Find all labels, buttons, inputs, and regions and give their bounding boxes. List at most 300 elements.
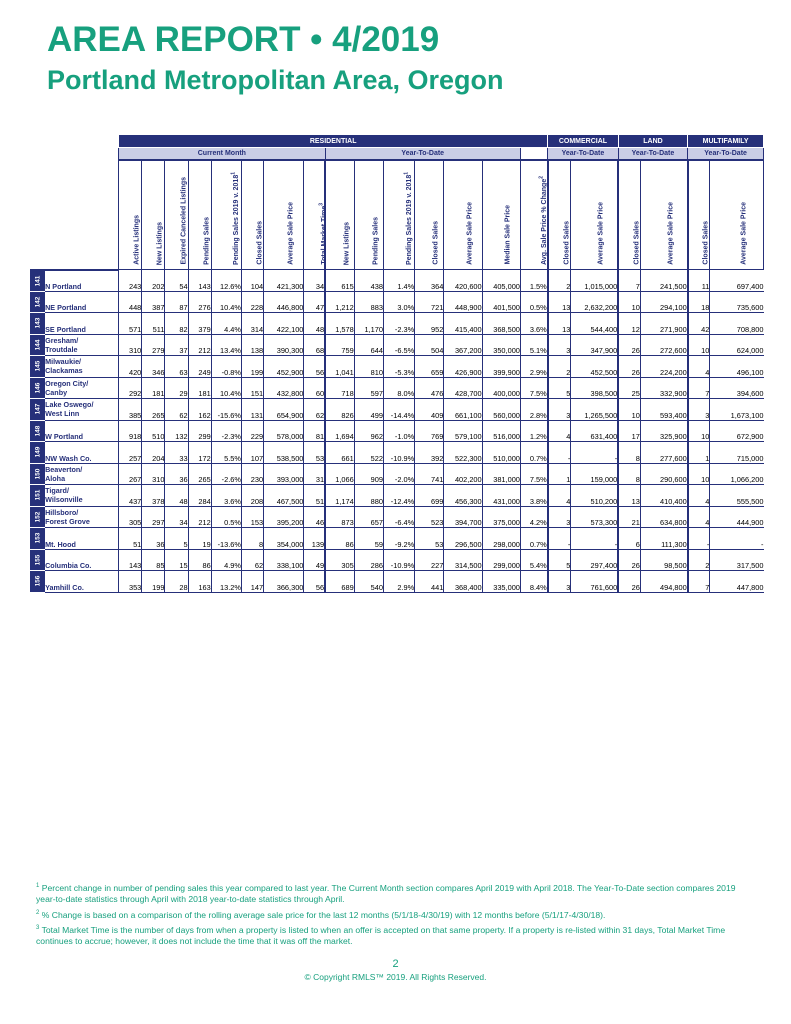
area-report-table (30, 134, 764, 593)
column-header-label (505, 205, 512, 265)
table-cell: 347,900 (571, 334, 618, 356)
table-cell: 1,041 (325, 356, 354, 378)
table-cell: 284 (188, 485, 211, 507)
column-label-text: New Listings (343, 221, 351, 265)
table-row (30, 528, 764, 550)
table-cell: 657 (354, 506, 383, 528)
table-row (30, 442, 764, 464)
table-cell: 579,100 (444, 420, 482, 442)
table-cell: - (571, 442, 618, 464)
table-cell: -10.9% (383, 549, 414, 571)
area-name (45, 571, 119, 593)
column-header (188, 160, 211, 270)
area-code-text: 150 (34, 468, 42, 480)
table-cell: 353 (119, 571, 142, 593)
table-cell: 3 (548, 571, 571, 593)
table-cell: 381,000 (482, 463, 520, 485)
table-cell: 5.1% (520, 334, 547, 356)
footnote-2 (36, 908, 748, 921)
table-cell: 880 (354, 485, 383, 507)
table-row (30, 334, 764, 356)
table-cell: -14.4% (383, 399, 414, 421)
column-header-label (538, 176, 547, 265)
table-cell: 410,400 (640, 485, 687, 507)
table-cell: 46 (304, 506, 325, 528)
table-cell: 138 (241, 334, 263, 356)
table-cell: 8.4% (520, 571, 547, 593)
table-cell: 415,400 (444, 313, 482, 335)
table-cell: 409 (415, 399, 444, 421)
area-name-line: Beaverton/ (45, 464, 83, 474)
table-cell: 290,600 (640, 463, 687, 485)
table-row (30, 485, 764, 507)
table-cell: 368,500 (482, 313, 520, 335)
table-cell: -0.8% (211, 356, 241, 378)
column-header-label (372, 217, 379, 265)
table-cell: 2 (688, 549, 710, 571)
table-cell: 516,000 (482, 420, 520, 442)
column-label-text: Pending Sales (372, 217, 380, 265)
table-cell: 26 (618, 334, 640, 356)
table-cell: 63 (165, 356, 188, 378)
table-cell: 36 (142, 528, 165, 550)
table-cell: 368,400 (444, 571, 482, 593)
table-cell: 305 (325, 549, 354, 571)
table-cell: 672,900 (710, 420, 764, 442)
table-cell: 10 (688, 463, 710, 485)
table-cell: 1 (688, 442, 710, 464)
table-cell: 81 (304, 420, 325, 442)
table-cell: 132 (165, 420, 188, 442)
area-name (45, 313, 119, 335)
table-cell: 199 (241, 356, 263, 378)
table-cell: 98,500 (640, 549, 687, 571)
table-cell: 286 (354, 549, 383, 571)
table-cell: 104 (241, 270, 263, 292)
table-cell: 661,100 (444, 399, 482, 421)
table-cell: 446,800 (264, 291, 304, 313)
table-cell: 5 (548, 377, 571, 399)
table-cell: 338,100 (264, 549, 304, 571)
table-cell: 3.0% (383, 291, 414, 313)
table-cell: 10 (688, 420, 710, 442)
table-cell: 224,200 (640, 356, 687, 378)
table-cell: 33 (165, 442, 188, 464)
table-cell: 452,500 (571, 356, 618, 378)
column-label-text: Average Sale Price (466, 202, 474, 265)
table-cell: 6 (618, 528, 640, 550)
column-label-text: Average Sale Price (667, 202, 675, 265)
current-month-header: Current Month (119, 148, 325, 161)
table-cell: 499 (354, 399, 383, 421)
table-cell: 139 (304, 528, 325, 550)
table-cell: 325,900 (640, 420, 687, 442)
column-header-label (404, 172, 413, 265)
table-cell: 504 (415, 334, 444, 356)
table-cell: 49 (304, 549, 325, 571)
table-cell: -2.3% (211, 420, 241, 442)
table-cell: 873 (325, 506, 354, 528)
table-cell: 47 (304, 291, 325, 313)
area-name-line: Canby (45, 387, 68, 397)
table-cell: 438 (354, 270, 383, 292)
table-cell: 4 (548, 485, 571, 507)
table-cell: 310 (119, 334, 142, 356)
table-cell: 13 (548, 291, 571, 313)
table-cell: 86 (188, 549, 211, 571)
column-header (119, 160, 142, 270)
area-name (45, 463, 119, 485)
table-cell: 314 (241, 313, 263, 335)
area-name-line: NW Wash Co. (45, 453, 92, 463)
column-header-label (667, 202, 674, 265)
table-cell: 1,170 (354, 313, 383, 335)
table-cell: 159,000 (571, 463, 618, 485)
table-cell: 522,300 (444, 442, 482, 464)
table-cell: 25 (618, 377, 640, 399)
table-cell: 555,500 (710, 485, 764, 507)
column-label-text: New Listings (156, 221, 164, 265)
table-cell: 68 (304, 334, 325, 356)
table-cell: -15.6% (211, 399, 241, 421)
table-cell: 29 (165, 377, 188, 399)
column-label-text: Pending Sales (203, 217, 211, 265)
footnote-1-text: Percent change in number of pending sales this year compared to last year. The Current Month section compares April 2019 with April 2018. The Year-To-Date section compares 2019 year-to-date statistics through April with 2018 year-to-date statistics through April. (36, 882, 736, 904)
table-cell: 249 (188, 356, 211, 378)
table-cell: 810 (354, 356, 383, 378)
table-cell: 8 (618, 442, 640, 464)
table-cell: 378 (142, 485, 165, 507)
table-cell: 15 (165, 549, 188, 571)
table-cell: 31 (304, 463, 325, 485)
table-cell: 87 (165, 291, 188, 313)
area-code-text: 148 (34, 425, 42, 437)
area-name-line: Columbia Co. (45, 561, 92, 570)
table-cell: 699 (415, 485, 444, 507)
column-header (571, 160, 618, 270)
land-ytd-header: Year-To-Date (618, 148, 688, 161)
table-cell: 420,600 (444, 270, 482, 292)
area-name (45, 506, 119, 528)
table-cell: -2.3% (383, 313, 414, 335)
area-name-line: Troutdale (45, 344, 78, 354)
area-code (30, 485, 45, 507)
page-subtitle: Portland Metropolitan Area, Oregon (47, 65, 504, 95)
table-cell: 19 (188, 528, 211, 550)
column-label-text: Average Sale Price (597, 202, 605, 265)
table-cell: 11 (688, 270, 710, 292)
table-cell: -2.0% (383, 463, 414, 485)
table-cell: - (688, 528, 710, 550)
table-cell: 5.5% (211, 442, 241, 464)
table-cell: 317,500 (710, 549, 764, 571)
table-row (30, 313, 764, 335)
area-code (30, 291, 45, 313)
table-cell: 962 (354, 420, 383, 442)
area-code (30, 463, 45, 485)
table-cell: 131 (241, 399, 263, 421)
table-cell: 522 (354, 442, 383, 464)
area-name-line: Hillsboro/ (45, 507, 79, 517)
table-cell: 394,700 (444, 506, 482, 528)
table-cell: 1,265,500 (571, 399, 618, 421)
table-cell: 385 (119, 399, 142, 421)
table-cell: 277,600 (640, 442, 687, 464)
table-cell: 56 (304, 571, 325, 593)
table-cell: 654,900 (264, 399, 304, 421)
table-cell: 428,700 (444, 377, 482, 399)
table-cell: 379 (188, 313, 211, 335)
table-cell: 448 (119, 291, 142, 313)
column-header-label (598, 202, 605, 265)
table-cell: 452,900 (264, 356, 304, 378)
table-cell: 437 (119, 485, 142, 507)
table-cell: 375,000 (482, 506, 520, 528)
table-cell: 0.7% (520, 442, 547, 464)
table-cell: 107 (241, 442, 263, 464)
area-name-line: Lake Oswego/ (45, 400, 94, 410)
column-header (354, 160, 383, 270)
table-cell: 420 (119, 356, 142, 378)
table-cell: 7 (618, 270, 640, 292)
table-row (30, 270, 764, 292)
table-cell: 212 (188, 506, 211, 528)
table-cell: 36 (165, 463, 188, 485)
table-cell: 634,800 (640, 506, 687, 528)
column-header-label (740, 202, 747, 265)
table-cell: 230 (241, 463, 263, 485)
table-cell: 597 (354, 377, 383, 399)
table-row (30, 420, 764, 442)
footnote-3-mark: 3 (36, 925, 40, 931)
column-footnote-mark: 3 (318, 203, 325, 207)
table-cell: 8.0% (383, 377, 414, 399)
column-label-text: Closed Sales (563, 221, 571, 265)
table-cell: 199 (142, 571, 165, 593)
area-name-line: Wilsonville (45, 495, 83, 505)
table-cell: 181 (188, 377, 211, 399)
table-cell: 1,673,100 (710, 399, 764, 421)
column-label-text: Average Sale Price (287, 202, 295, 265)
footnote-3-text: Total Market Time is the number of days from when a property is listed to when an offer is accepted on that same property. If a property is re-listed within 31 days, Total Market Time continues to accrue; however, it does not include the time that it was off the market. (36, 924, 726, 946)
area-name-line: W Portland (45, 432, 84, 441)
column-header-label (157, 222, 164, 265)
footnote-2-text: % Change is based on a comparison of the rolling average sale price for the last 12 months (5/1/18-4/30/19) with 12 months before (5/1/17-4/30/18). (41, 909, 606, 920)
area-code (30, 506, 45, 528)
table-cell: 0.7% (520, 528, 547, 550)
area-code (30, 420, 45, 442)
table-cell: 2.9% (520, 356, 547, 378)
area-name-line: Oregon City/ (45, 378, 89, 388)
column-header-label (343, 222, 350, 265)
table-cell: -10.9% (383, 442, 414, 464)
land-header: LAND (618, 135, 688, 148)
table-cell: 212 (188, 334, 211, 356)
table-cell: 143 (119, 549, 142, 571)
column-header-label (134, 215, 141, 265)
table-cell: 3 (548, 399, 571, 421)
area-name (45, 334, 119, 356)
page-number: 2 (392, 958, 399, 970)
table-cell: 241,500 (640, 270, 687, 292)
area-code-text: 153 (34, 532, 42, 544)
ytd-header: Year-To-Date (325, 148, 520, 161)
area-name (45, 377, 119, 399)
table-cell: 299,000 (482, 549, 520, 571)
table-cell: 387 (142, 291, 165, 313)
column-header (304, 160, 329, 270)
table-cell: 257 (119, 442, 142, 464)
area-name (45, 485, 119, 507)
area-code-text: 156 (34, 575, 42, 587)
table-cell: 759 (325, 334, 354, 356)
table-cell: 540 (354, 571, 383, 593)
table-cell: 441 (415, 571, 444, 593)
area-name-line: Forest Grove (45, 516, 90, 526)
table-cell: 163 (188, 571, 211, 593)
column-header (383, 160, 414, 270)
table-cell: 204 (142, 442, 165, 464)
table-cell: 573,300 (571, 506, 618, 528)
table-cell: 476 (415, 377, 444, 399)
table-cell: 432,800 (264, 377, 304, 399)
table-cell: 86 (325, 528, 354, 550)
column-header-label (287, 202, 294, 265)
table-cell: 297,400 (571, 549, 618, 571)
column-header-label (180, 177, 187, 265)
table-cell: 2 (548, 356, 571, 378)
table-cell: 4.2% (520, 506, 547, 528)
column-header (165, 160, 188, 270)
table-cell: 1,174 (325, 485, 354, 507)
area-name (45, 420, 119, 442)
table-cell: 350,000 (482, 334, 520, 356)
area-code-text: 152 (34, 511, 42, 523)
column-footnote-mark: 1 (231, 172, 238, 175)
table-cell: 60 (304, 377, 325, 399)
commercial-ytd-header: Year-To-Date (548, 148, 619, 161)
table-cell: 721 (415, 291, 444, 313)
area-name (45, 270, 119, 292)
column-header (444, 160, 482, 270)
multifamily-header: MULTIFAMILY (688, 135, 764, 148)
column-header (325, 160, 354, 270)
table-row (30, 571, 764, 593)
table-cell: 10.4% (211, 291, 241, 313)
table-cell: 4.4% (211, 313, 241, 335)
table-cell: 10 (688, 334, 710, 356)
table-cell: 37 (165, 334, 188, 356)
table-cell: 444,900 (710, 506, 764, 528)
table-cell: 402,200 (444, 463, 482, 485)
table-cell: 12.6% (211, 270, 241, 292)
table-cell: 3.8% (520, 485, 547, 507)
table-cell: 305 (119, 506, 142, 528)
table-cell: - (548, 528, 571, 550)
table-cell: 7.5% (520, 377, 547, 399)
column-header (264, 160, 304, 270)
table-cell: 631,400 (571, 420, 618, 442)
table-cell: 4 (548, 420, 571, 442)
column-label-text: Active Listings (133, 215, 141, 265)
table-cell: 447,800 (710, 571, 764, 593)
table-cell: 422,100 (264, 313, 304, 335)
table-cell: 4 (688, 356, 710, 378)
table-cell: 3 (548, 334, 571, 356)
table-row (30, 506, 764, 528)
table-cell: 1,578 (325, 313, 354, 335)
table-cell: 918 (119, 420, 142, 442)
multifamily-ytd-header: Year-To-Date (688, 148, 764, 161)
table-cell: 394,600 (710, 377, 764, 399)
table-cell: 593,400 (640, 399, 687, 421)
table-cell: 276 (188, 291, 211, 313)
table-cell: 421,300 (264, 270, 304, 292)
table-cell: 228 (241, 291, 263, 313)
table-cell: 8 (241, 528, 263, 550)
column-label-text: Closed Sales (702, 221, 710, 265)
table-cell: 1,212 (325, 291, 354, 313)
table-cell: 448,900 (444, 291, 482, 313)
table-cell: -6.4% (383, 506, 414, 528)
table-cell: 208 (241, 485, 263, 507)
area-code (30, 399, 45, 421)
table-cell: 7 (688, 571, 710, 593)
area-code (30, 442, 45, 464)
column-header-label (703, 221, 710, 265)
table-cell: 147 (241, 571, 263, 593)
table-cell: 59 (354, 528, 383, 550)
table-cell: 10 (618, 291, 640, 313)
table-cell: 1.2% (520, 420, 547, 442)
table-cell: 2.8% (520, 399, 547, 421)
area-code (30, 334, 45, 356)
area-name-line: NE Portland (45, 303, 87, 312)
table-cell: 3 (688, 399, 710, 421)
table-cell: 279 (142, 334, 165, 356)
area-name-line: N Portland (45, 281, 82, 291)
table-cell: 5.4% (520, 549, 547, 571)
table-cell: 661 (325, 442, 354, 464)
table-cell: 769 (415, 420, 444, 442)
table-cell: 426,900 (444, 356, 482, 378)
table-cell: 510,200 (571, 485, 618, 507)
table-cell: 400,000 (482, 377, 520, 399)
table-cell: 28 (165, 571, 188, 593)
table-cell: 62 (241, 549, 263, 571)
column-header (688, 160, 710, 270)
table-cell: 615 (325, 270, 354, 292)
table-cell: 578,000 (264, 420, 304, 442)
area-name (45, 442, 119, 464)
table-cell: 952 (415, 313, 444, 335)
column-label-text: Median Sale Price (504, 205, 512, 265)
column-header (482, 160, 520, 270)
residential-header: RESIDENTIAL (119, 135, 548, 148)
column-footnote-mark: 1 (403, 172, 410, 175)
table-cell: 1,694 (325, 420, 354, 442)
table-cell: 151 (241, 377, 263, 399)
column-footnote-mark: 2 (538, 176, 545, 179)
area-code-text: 145 (34, 360, 42, 372)
column-header (618, 160, 640, 270)
column-header (640, 160, 687, 270)
table-cell: -9.2% (383, 528, 414, 550)
area-code-text: 142 (34, 296, 42, 308)
table-cell: 364 (415, 270, 444, 292)
table-cell: 366,300 (264, 571, 304, 593)
area-code-text: 146 (34, 382, 42, 394)
